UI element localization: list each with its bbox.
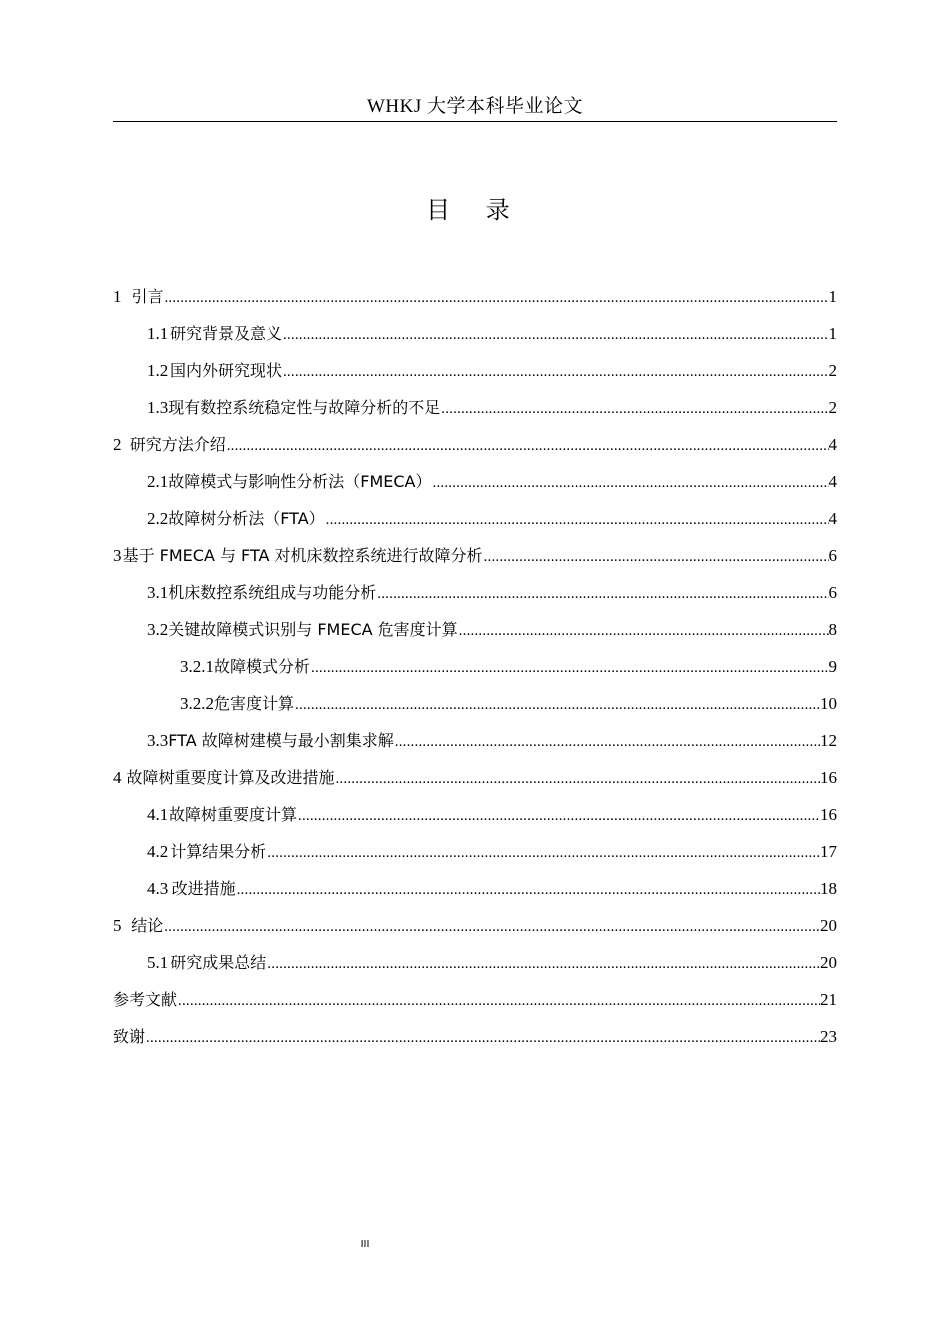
toc-entry[interactable]	[113, 872, 837, 909]
toc-entry-number: 4.2	[147, 842, 169, 861]
toc-entry-label: 关键故障模式识别与 FMECA 危害度计算	[168, 620, 458, 639]
toc-leader-dots	[177, 984, 820, 1018]
toc-entry-page: 6	[828, 546, 837, 565]
toc-entry-label: 故障树分析法（FTA）	[168, 509, 325, 528]
toc-entry[interactable]	[113, 946, 837, 983]
toc-entry-label: 结论	[131, 916, 164, 935]
toc-entry-page: 16	[820, 768, 837, 787]
toc-entry-number: 3.2.1	[180, 657, 214, 676]
toc-entry-page: 1	[828, 324, 837, 343]
toc-entry-number: 2	[113, 435, 122, 454]
toc-entry-page: 4	[828, 509, 837, 528]
toc-entry-label: 计算结果分析	[170, 842, 267, 861]
toc-entry-label: 参考文献	[113, 990, 178, 1009]
toc-entry[interactable]	[113, 687, 837, 724]
toc-leader-dots	[432, 466, 829, 500]
toc-leader-dots	[310, 651, 828, 685]
toc-entry-page: 9	[828, 657, 837, 676]
toc-entry-number: 2.2	[147, 509, 169, 528]
toc-entry-page: 10	[820, 694, 837, 713]
toc-entry[interactable]	[113, 650, 837, 687]
toc-entry-number: 4.1	[147, 805, 169, 824]
toc-entry-number: 3.2.2	[180, 694, 214, 713]
toc-entry-number: 2.1	[147, 472, 169, 491]
page-number: III	[360, 1239, 370, 1250]
toc-entry-number: 4	[113, 768, 122, 787]
toc-entry[interactable]	[113, 835, 837, 872]
toc-leader-dots	[394, 725, 820, 759]
toc-entry-label: 故障模式分析	[214, 657, 311, 676]
toc-entry-page: 17	[820, 842, 837, 861]
toc-leader-dots	[236, 873, 820, 907]
toc-leader-dots	[282, 318, 829, 352]
toc-entry[interactable]	[113, 613, 837, 650]
toc-entry[interactable]	[113, 354, 837, 391]
toc-entry[interactable]	[113, 539, 837, 576]
toc-entry-page: 12	[820, 731, 837, 750]
toc-leader-dots	[334, 762, 820, 796]
toc-entry-page: 18	[820, 879, 837, 898]
toc-leader-dots	[297, 799, 820, 833]
toc-entry[interactable]	[113, 761, 837, 798]
toc-leader-dots	[458, 614, 829, 648]
toc-entry[interactable]	[113, 391, 837, 428]
toc-entry-label: 引言	[131, 287, 164, 306]
toc-entry-number: 1.3	[147, 398, 169, 417]
toc-entry-number: 1.2	[147, 361, 169, 380]
page-header: WHKJ 大学本科毕业论文	[366, 96, 584, 117]
toc-entry[interactable]	[113, 502, 837, 539]
toc-entry-page: 1	[828, 287, 837, 306]
toc-entry-label: 致谢	[113, 1027, 146, 1046]
toc-entry[interactable]	[113, 428, 837, 465]
toc-entry-label: FTA 故障树建模与最小割集求解	[168, 731, 394, 750]
toc-entry-page: 16	[820, 805, 837, 824]
toc-entry-number: 3.1	[147, 583, 169, 602]
toc-entry-page: 4	[828, 472, 837, 491]
toc-entry-label: 故障树重要度计算	[168, 805, 297, 824]
toc-entry-page: 21	[820, 990, 837, 1009]
toc-entry-page: 20	[820, 916, 837, 935]
header-rule	[113, 121, 837, 122]
toc-leader-dots	[483, 540, 829, 574]
toc-entry[interactable]	[113, 909, 837, 946]
toc-leader-dots	[282, 355, 829, 389]
toc-leader-dots	[266, 836, 820, 870]
toc-entry-label: 研究背景及意义	[169, 324, 282, 343]
toc-entry-page: 2	[828, 361, 837, 380]
toc-entry-page: 8	[828, 620, 837, 639]
toc-leader-dots	[376, 577, 828, 611]
toc-entry-label: 危害度计算	[214, 694, 295, 713]
toc-entry-label: 改进措施	[171, 879, 236, 898]
toc-entry-number: 3	[113, 546, 122, 565]
toc-entry-label: 国内外研究现状	[169, 361, 282, 380]
toc-entry[interactable]	[113, 465, 837, 502]
toc-leader-dots	[266, 947, 820, 981]
toc-entry-page: 23	[820, 1027, 837, 1046]
toc-entry-page: 4	[828, 435, 837, 454]
toc-leader-dots	[163, 281, 828, 315]
toc-leader-dots	[226, 429, 829, 463]
toc-entry-label: 基于 FMECA 与 FTA 对机床数控系统进行故障分析	[122, 546, 483, 565]
toc-leader-dots	[163, 910, 820, 944]
toc-title: 目 录	[426, 196, 524, 224]
toc-entry[interactable]	[113, 798, 837, 835]
toc-entry-label: 故障树重要度计算及改进措施	[126, 768, 335, 787]
toc-entry[interactable]	[113, 576, 837, 613]
toc-entry-label: 故障模式与影响性分析法（FMECA）	[168, 472, 432, 491]
toc-entry-number: 4.3	[147, 879, 169, 898]
toc-entry-number: 3.3	[147, 731, 169, 750]
toc-entry-page: 20	[820, 953, 837, 972]
toc-leader-dots	[294, 688, 820, 722]
toc-leader-dots	[440, 392, 828, 426]
toc-entry-label: 研究成果总结	[170, 953, 267, 972]
toc-entry[interactable]	[113, 724, 837, 761]
toc-leader-dots	[325, 503, 829, 537]
toc-entry-number: 1	[113, 287, 122, 306]
toc-leader-dots	[145, 1021, 820, 1055]
toc-entry-number: 3.2	[147, 620, 169, 639]
toc-entry-number: 1.1	[147, 324, 169, 343]
toc-entry-label: 研究方法介绍	[129, 435, 226, 454]
toc-entry[interactable]	[113, 280, 837, 317]
toc-entry-number: 5	[113, 916, 122, 935]
toc-entry-number: 5.1	[147, 953, 169, 972]
toc-entry[interactable]	[113, 983, 837, 1020]
toc-entry-page: 2	[828, 398, 837, 417]
toc-entry-page: 6	[828, 583, 837, 602]
toc-entry[interactable]	[113, 317, 837, 354]
toc-entry[interactable]	[113, 1020, 837, 1057]
toc-entry-label: 现有数控系统稳定性与故障分析的不足	[168, 398, 441, 417]
toc-entry-label: 机床数控系统组成与功能分析	[168, 583, 377, 602]
table-of-contents	[113, 280, 837, 1057]
